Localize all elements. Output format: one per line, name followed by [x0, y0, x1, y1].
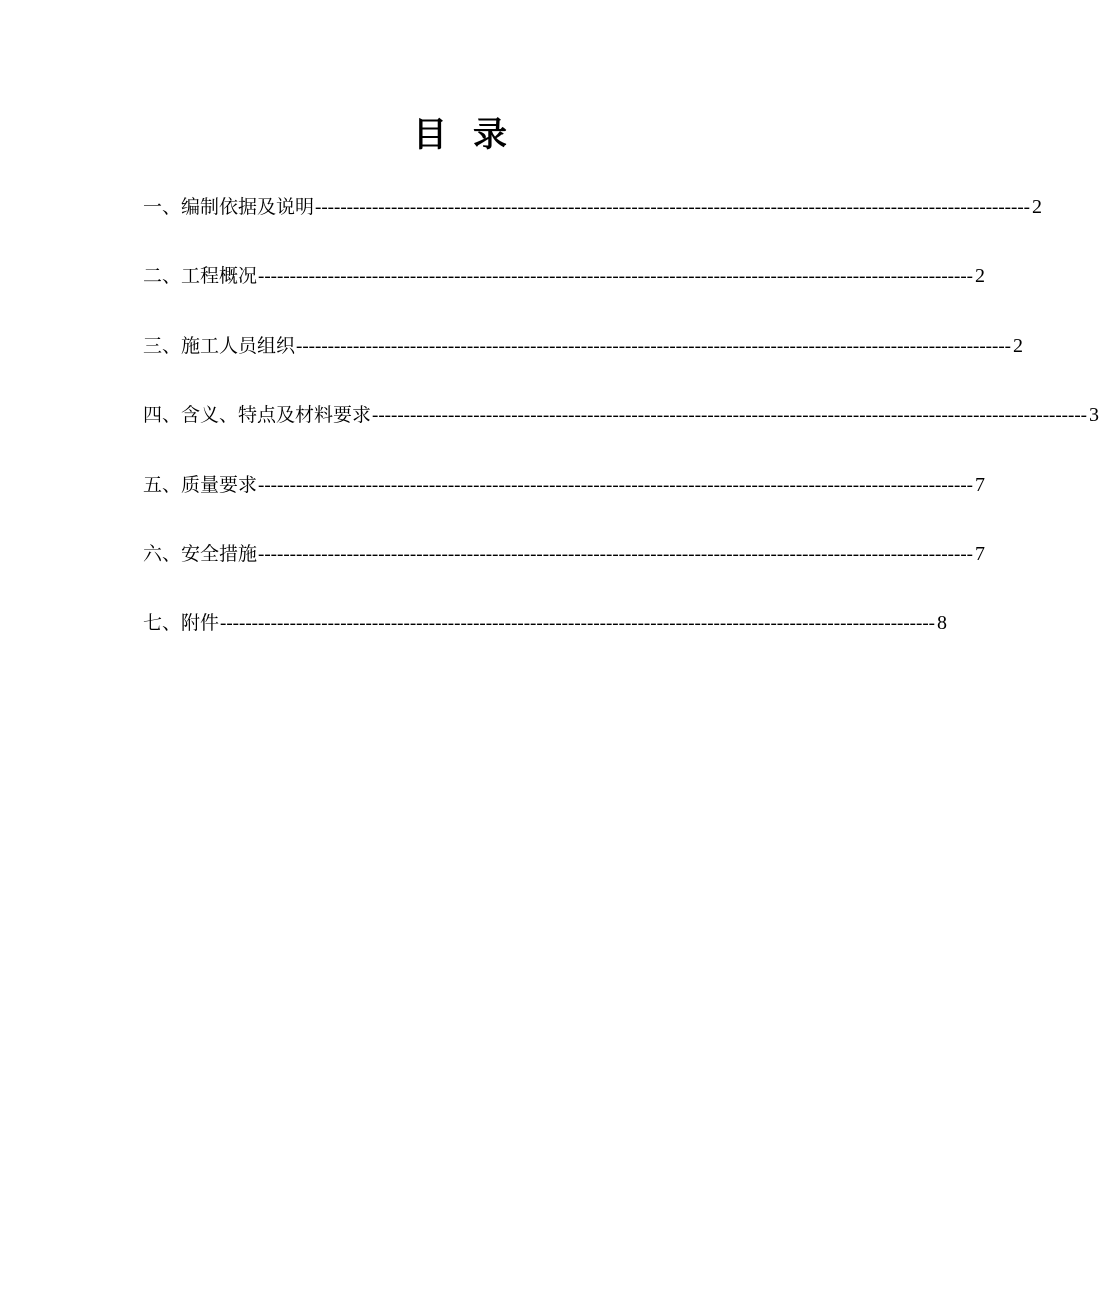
toc-leader-dashes: -----------------------------------------------------------------------------------------------------------------: [220, 613, 935, 635]
toc-leader-dashes: -----------------------------------------------------------------------------------------------------------------: [258, 543, 973, 565]
toc-entry-label: 四、含义、特点及材料要求: [143, 404, 372, 427]
toc-entry-label: 五、质量要求: [143, 473, 258, 496]
toc-entry-6[interactable]: [143, 537, 985, 606]
toc-page-number: 2: [1012, 334, 1023, 357]
toc-page-number: 3: [1088, 404, 1099, 427]
toc-entry-label: 一、编制依据及说明: [143, 196, 315, 218]
toc-leader-dashes: -----------------------------------------------------------------------------------------------------------------: [258, 474, 973, 496]
toc-entry-2[interactable]: [143, 259, 985, 328]
toc-leader-dashes: -----------------------------------------------------------------------------------------------------------------: [296, 335, 1011, 357]
toc-leader-dashes: -----------------------------------------------------------------------------------------------------------------: [315, 197, 1030, 218]
page-title: [0, 108, 920, 162]
toc-page-number: 7: [974, 542, 985, 565]
toc-page-number: 8: [936, 612, 947, 635]
toc-entry-5[interactable]: [143, 468, 985, 537]
toc-entry-1[interactable]: [143, 190, 1042, 259]
toc-page-number: 2: [1031, 196, 1042, 218]
toc-entry-label: 七、附件: [143, 612, 220, 635]
toc-entry-label: 二、工程概况: [143, 265, 258, 288]
toc-leader-dashes: -----------------------------------------------------------------------------------------------------------------: [258, 266, 973, 288]
table-of-contents: [143, 190, 1099, 676]
title-char-2: 录: [473, 115, 507, 155]
toc-entry-4[interactable]: [143, 398, 1099, 467]
toc-entry-label: 六、安全措施: [143, 542, 258, 565]
toc-entry-3[interactable]: [143, 329, 1023, 398]
toc-page-number: 2: [974, 265, 985, 288]
title-char-1: 目: [413, 115, 447, 155]
toc-entry-7[interactable]: [143, 606, 947, 675]
toc-entry-label: 三、施工人员组织: [143, 334, 296, 357]
toc-page-number: 7: [974, 473, 985, 496]
toc-leader-dashes: -----------------------------------------------------------------------------------------------------------------: [372, 405, 1087, 427]
